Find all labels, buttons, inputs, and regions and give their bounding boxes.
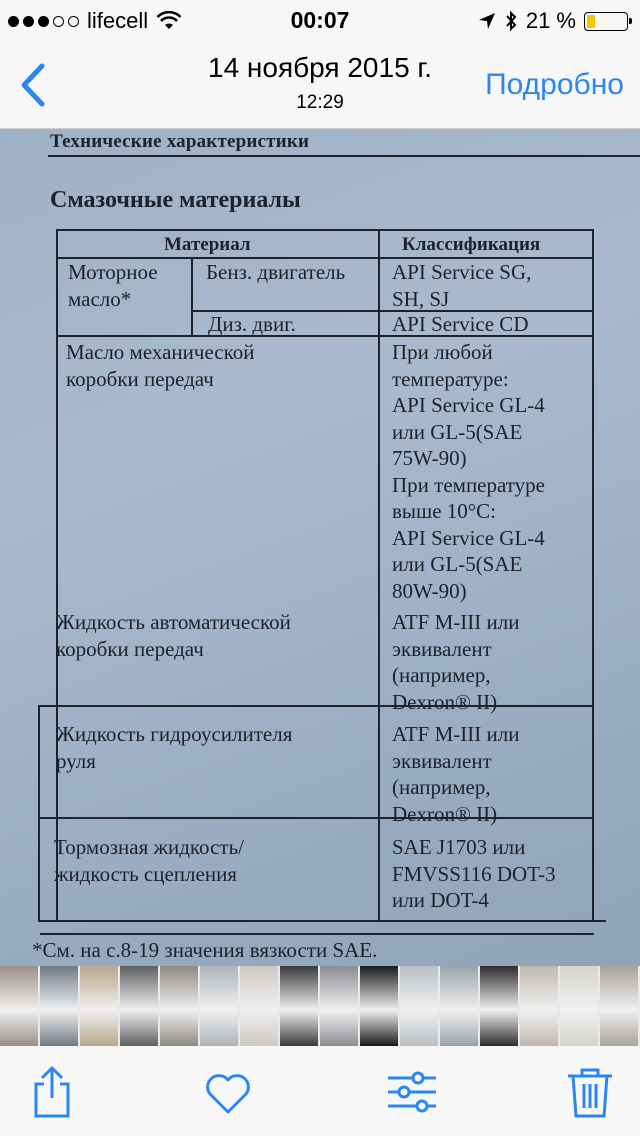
carrier-name: lifecell [87, 8, 149, 33]
photo-thumbnail[interactable] [360, 966, 398, 1046]
photo-thumbnail[interactable] [0, 966, 38, 1046]
navigation-bar [0, 40, 640, 129]
section-title: Смазочные материалы [50, 187, 301, 213]
col-material-header: Материал [164, 234, 251, 255]
diesel-engine-label: Диз. двиг. [208, 312, 296, 336]
gearbox-class: При любой температуре: API Service GL-4 или GL-5(SAE 75W-90) При температуре выше 10°C: API Service GL-4 или GL-5(SAE 80W-90) [392, 340, 545, 603]
status-time: 00:07 [290, 7, 350, 33]
trash-icon[interactable] [562, 1064, 618, 1120]
share-icon[interactable] [24, 1064, 80, 1120]
photo-date: 14 ноября 2015 г. [208, 52, 432, 83]
diesel-class: API Service CD [392, 312, 529, 336]
location-icon [478, 12, 496, 30]
gearbox-oil-label: Масло механической коробки передач [66, 340, 255, 391]
power-steering-label: Жидкость гидроусилителя руля [56, 722, 293, 773]
photo-viewer[interactable] [0, 129, 640, 966]
details-button[interactable]: Подробно [485, 68, 624, 101]
photo-thumbnail[interactable] [280, 966, 318, 1046]
photo-thumbnail[interactable] [240, 966, 278, 1046]
photo-thumbnail[interactable] [120, 966, 158, 1046]
bluetooth-icon [504, 10, 518, 32]
battery-icon [584, 12, 628, 31]
photo-time: 12:29 [296, 92, 344, 113]
motor-oil-label: Моторное масло* [68, 260, 158, 311]
photo-thumbnail[interactable] [160, 966, 198, 1046]
petrol-engine-label: Бенз. двигатель [206, 260, 346, 284]
footnote: *См. на с.8-19 значения вязкости SAE. [32, 938, 378, 962]
photo-thumbnail[interactable] [440, 966, 478, 1046]
photo-thumbnail[interactable] [480, 966, 518, 1046]
header-rule [48, 155, 640, 157]
battery-percent: 21 % [525, 8, 576, 33]
edit-adjust-icon[interactable] [384, 1064, 440, 1120]
status-bar [0, 0, 640, 40]
document-photo [0, 129, 640, 966]
photo-thumbnail[interactable] [520, 966, 558, 1046]
atf-class: ATF M-III или эквивалент (например, Dexron® II) [392, 610, 520, 714]
photo-thumbnail[interactable] [560, 966, 598, 1046]
col-class-header: Классификация [402, 234, 541, 255]
brake-fluid-class: SAE J1703 или FMVSS116 DOT-3 или DOT-4 [392, 835, 556, 912]
power-steering-class: ATF M-III или эквивалент (например, Dexron® II) [392, 722, 520, 826]
doc-header: Технические характеристики [50, 131, 310, 152]
bottom-toolbar [0, 1046, 640, 1136]
photo-thumbnail[interactable] [600, 966, 638, 1046]
lubricants-table [36, 229, 604, 966]
atf-label: Жидкость автоматической коробки передач [56, 610, 291, 661]
brake-fluid-label: Тормозная жидкость/ жидкость сцепления [54, 835, 244, 886]
favorite-heart-icon[interactable] [200, 1064, 256, 1120]
photo-thumbnail[interactable] [200, 966, 238, 1046]
photo-thumbnail[interactable] [80, 966, 118, 1046]
thumbnail-strip[interactable] [0, 966, 640, 1046]
photo-thumbnail[interactable] [40, 966, 78, 1046]
photo-thumbnail[interactable] [320, 966, 358, 1046]
photo-thumbnail[interactable] [400, 966, 438, 1046]
petrol-class: API Service SG, SH, SJ [392, 260, 532, 311]
